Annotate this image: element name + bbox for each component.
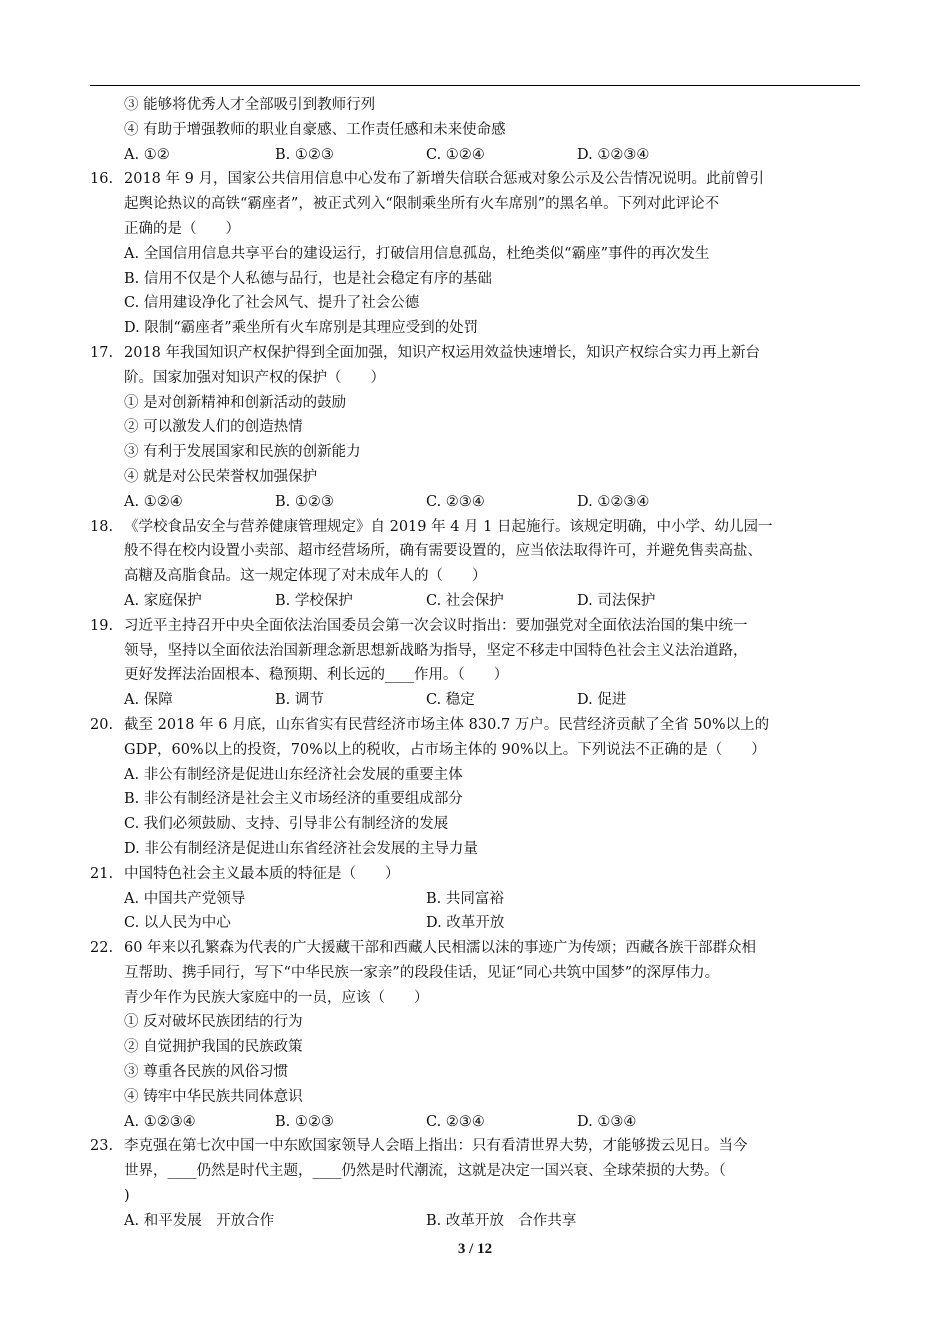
question-text-line [90,539,860,564]
statement-2: ② 可以激发人们的创造热情 [124,419,303,436]
question-text: ) [124,1188,130,1205]
statement [90,1060,860,1085]
question-text: 世界，____仍然是时代主题，____仍然是时代潮流，这就是决定一国兴衰、全球荣损的大势。（ [124,1163,726,1180]
question-23 [90,1134,860,1159]
q23-options [90,1209,860,1234]
option-b: B. 共同富裕 [426,890,504,907]
question-text: 李克强在第七次中国一中东欧国家领导人会晤上指出：只有看清世界大势，才能够拨云见日。当今 [124,1138,748,1155]
statement [90,1035,860,1060]
option-text: C. 我们必须鼓励、支持、引导非公有制经济的发展 [124,816,449,833]
q18-options [90,589,860,614]
option-c: C. 以人民为中心 [124,915,231,932]
question-19 [90,614,860,639]
option-c: C. ①②④ [426,146,485,163]
statement [90,391,860,416]
question-text: 更好发挥法治固根本、稳预期、利长远的____作用。（ ） [124,667,509,684]
question-number: 19. [90,617,114,634]
question-text: 截至 2018 年 6 月底，山东省实有民营经济市场主体 830.7 万户。民营经济贡献了全省 50%以上的 [124,716,770,733]
header-rule [90,85,860,86]
question-text: 起舆论热议的高铁“霸座者”，被正式列入“限制乘坐所有火车席别”的黑名单。下列对此评论不 [124,196,720,213]
option-d [90,316,860,341]
q22-options [90,1110,860,1135]
statement [90,415,860,440]
question-text: 《学校食品安全与营养健康管理规定》自 2019 年 4 月 1 日起施行。该规定明确，中小学、幼儿园一 [124,518,773,535]
question-text-line [90,738,860,763]
option-a: A. 和平发展 开放合作 [124,1212,275,1229]
statement-3: ③ 有利于发展国家和民族的创新能力 [124,444,361,461]
option-d: D. 司法保护 [577,592,656,609]
statement [90,1010,860,1035]
option-a: A. 家庭保护 [124,592,202,609]
option-c: C. 社会保护 [426,592,504,609]
question-text-line [90,217,860,242]
question-text-line [90,639,860,664]
question-text: 中国特色社会主义最本质的特征是（ ） [124,865,400,882]
question-text: GDP，60%以上的投资，70%以上的税收，占市场主体的 90%以上。下列说法不正确的是（ ） [124,741,766,758]
exam-page [90,93,860,1234]
option-text: A. 非公有制经济是促进山东经济社会发展的重要主体 [124,766,463,783]
option-b: B. 改革开放 合作共享 [426,1212,577,1229]
option-c: C. ②③④ [426,493,485,510]
statement-4: ④ 铸牢中华民族共同体意识 [124,1088,303,1105]
option-c: C. 稳定 [426,692,475,709]
page-number: 3 / 12 [457,1241,493,1257]
q15-item [90,93,860,118]
option-c [90,812,860,837]
option-b: B. 学校保护 [275,592,353,609]
q21-options-row2 [90,911,860,936]
question-number: 20. [90,716,114,733]
question-number: 16. [90,171,114,188]
option-d [90,837,860,862]
option-a [90,763,860,788]
q19-options [90,688,860,713]
option-text: D. 限制“霸座者”乘坐所有火车席别是其理应受到的处罚 [124,320,479,337]
option-a: A. ①②③④ [124,1113,196,1130]
question-text-line [90,1159,860,1184]
q17-options [90,490,860,515]
question-number: 23. [90,1138,114,1155]
option-d: D. ①②③④ [577,493,650,510]
q21-options-row1 [90,887,860,912]
question-text-line [90,986,860,1011]
statement [90,440,860,465]
question-text-line [90,366,860,391]
option-a: A. 中国共产党领导 [124,890,246,907]
option-a [90,242,860,267]
statement-3: ③ 能够将优秀人才全部吸引到教师行列 [124,97,376,113]
statement-4: ④ 有助于增强教师的职业自豪感、工作责任感和未来使命感 [124,121,506,138]
option-c [90,291,860,316]
question-22 [90,936,860,961]
option-a: A. ①② [124,146,170,163]
question-text: 青少年作为民族大家庭中的一员，应该（ ） [124,989,429,1006]
option-b [90,787,860,812]
question-text: 高糖及高脂食品。这一规定体现了对未成年人的（ ） [124,568,487,585]
option-b: B. ①②③ [275,1113,334,1130]
statement-1: ① 是对创新精神和创新活动的鼓励 [124,394,347,411]
option-b [90,267,860,292]
option-a: A. 保障 [124,692,173,709]
question-16 [90,167,860,192]
question-number: 18. [90,518,114,535]
question-number: 21. [90,865,114,882]
option-c: C. ②③④ [426,1113,485,1130]
question-number: 17. [90,344,114,361]
statement-2: ② 自觉拥护我国的民族政策 [124,1039,303,1056]
question-text: 般不得在校内设置小卖部、超市经营场所，确有需要设置的，应当依法取得许可，并避免售卖高盐、 [124,543,762,560]
statement-1: ① 反对破坏民族团结的行为 [124,1014,303,1031]
question-text: 互帮助、携手同行，写下“中华民族一家亲”的段段佳话，见证“同心共筑中国梦”的深厚伟力。 [124,964,720,981]
statement-4: ④ 就是对公民荣誉权加强保护 [124,468,318,485]
option-text: B. 信用不仅是个人私德与品行，也是社会稳定有序的基础 [124,270,492,287]
question-text: 正确的是（ ） [124,220,240,237]
question-text-line [90,564,860,589]
question-text: 习近平主持召开中央全面依法治国委员会第一次会议时指出：要加强党对全面依法治国的集中统一 [124,617,748,634]
question-17 [90,341,860,366]
option-d: D. ①③④ [577,1113,637,1130]
statement [90,1085,860,1110]
option-d: D. 促进 [577,692,627,709]
option-b: B. ①②③ [275,493,334,510]
question-18 [90,515,860,540]
option-b: B. ①②③ [275,146,334,163]
option-text: C. 信用建设净化了社会风气、提升了社会公德 [124,295,420,312]
option-d: D. ①②③④ [577,146,650,163]
question-text-line [90,663,860,688]
question-text: 2018 年我国知识产权保护得到全面加强，知识产权运用效益快速增长，知识产权综合实力再上新台 [124,344,761,361]
option-d: D. 改革开放 [426,915,505,932]
statement [90,465,860,490]
question-number: 22. [90,940,114,957]
option-text: B. 非公有制经济是社会主义市场经济的重要组成部分 [124,791,463,808]
question-text-line [90,961,860,986]
statement-3: ③ 尊重各民族的风俗习惯 [124,1064,289,1081]
q15-options [90,143,860,168]
option-text: D. 非公有制经济是促进山东省经济社会发展的主导力量 [124,840,478,857]
question-20 [90,713,860,738]
question-text-line [90,192,860,217]
question-text: 60 年来以孔繁森为代表的广大援藏干部和西藏人民相濡以沫的事迹广为传颂；西藏各族干部群众相 [124,940,757,957]
question-text: 2018 年 9 月，国家公共信用信息中心发布了新增失信联合惩戒对象公示及公告情况说明。此前曾引 [124,171,764,188]
option-b: B. 调节 [275,692,324,709]
option-a: A. ①②④ [124,493,183,510]
q15-item [90,118,860,143]
question-text-line [90,1184,860,1209]
option-text: A. 全国信用信息共享平台的建设运行，打破信用信息孤岛，杜绝类似“霸座”事件的再次发生 [124,245,710,262]
question-21 [90,862,860,887]
question-text: 领导，坚持以全面依法治国新理念新思想新战略为指导，坚定不移走中国特色社会主义法治道路， [124,642,748,659]
question-text: 阶。国家加强对知识产权的保护（ ） [124,369,385,386]
